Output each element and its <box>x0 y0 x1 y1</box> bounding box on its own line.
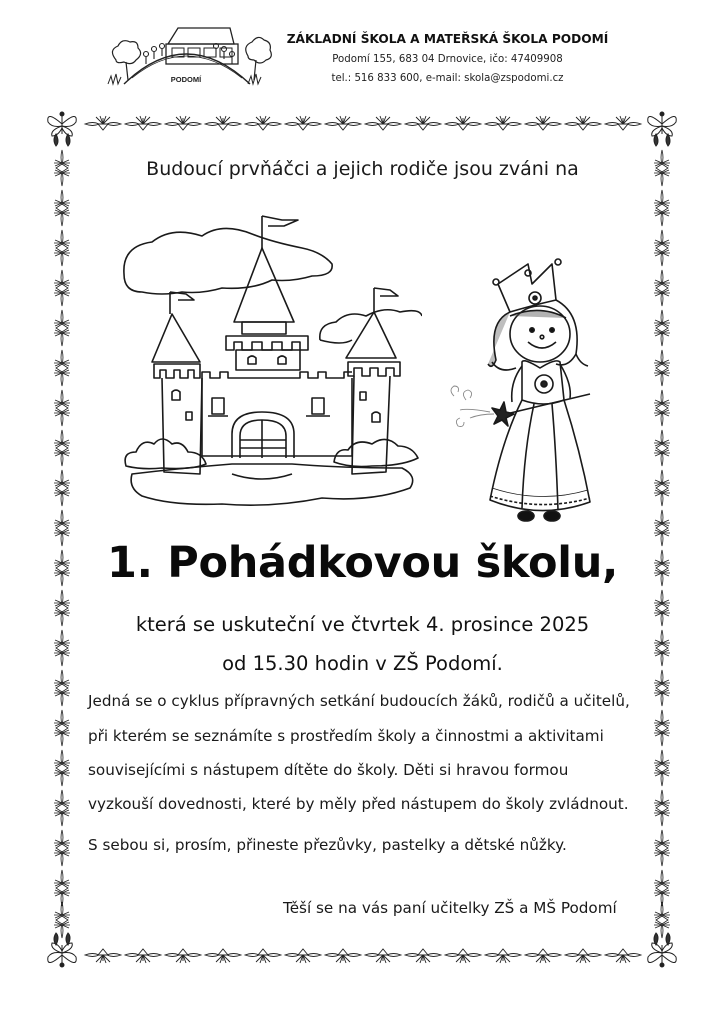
invitation-intro: Budoucí prvňáčci a jejich rodiče jsou zváni na <box>146 158 579 180</box>
event-time-place: od 15.30 hodin v ZŠ Podomí. <box>222 652 503 675</box>
body-line: souvisejícími s nástupem dítěte do školy. Děti si hravou formou <box>88 761 569 779</box>
signature: Těší se na vás paní učitelky ZŠ a MŠ Podomí <box>283 899 617 917</box>
body-line: vyzkouší dovednosti, které by měly před nástupem do školy zvládnout. <box>88 795 629 813</box>
event-title: 1. Pohádkovou školu, <box>106 538 619 588</box>
school-name: ZÁKLADNÍ ŠKOLA A MATEŘSKÁ ŠKOLA PODOMÍ <box>286 32 609 46</box>
princess-illustration-icon <box>440 250 600 530</box>
school-contact: tel.: 516 833 600, e-mail: skola@zspodomi.cz <box>331 73 564 84</box>
school-logo-icon <box>98 22 274 94</box>
castle-illustration-icon <box>122 212 422 510</box>
school-address: Podomí 155, 683 04 Drnovice, ičo: 47409908 <box>332 54 563 65</box>
logo-bottom-text: PODOMÍ <box>170 75 202 84</box>
bring-items-line: S sebou si, prosím, přineste přezůvky, pastelky a dětské nůžky. <box>88 836 567 854</box>
event-date: která se uskuteční ve čtvrtek 4. prosince 2025 <box>135 613 590 636</box>
body-line: při kterém se seznámíte s prostředím školy a činnostmi a aktivitami <box>88 727 604 745</box>
body-line: Jedná se o cyklus přípravných setkání budoucích žáků, rodičů a učitelů, <box>88 692 630 710</box>
